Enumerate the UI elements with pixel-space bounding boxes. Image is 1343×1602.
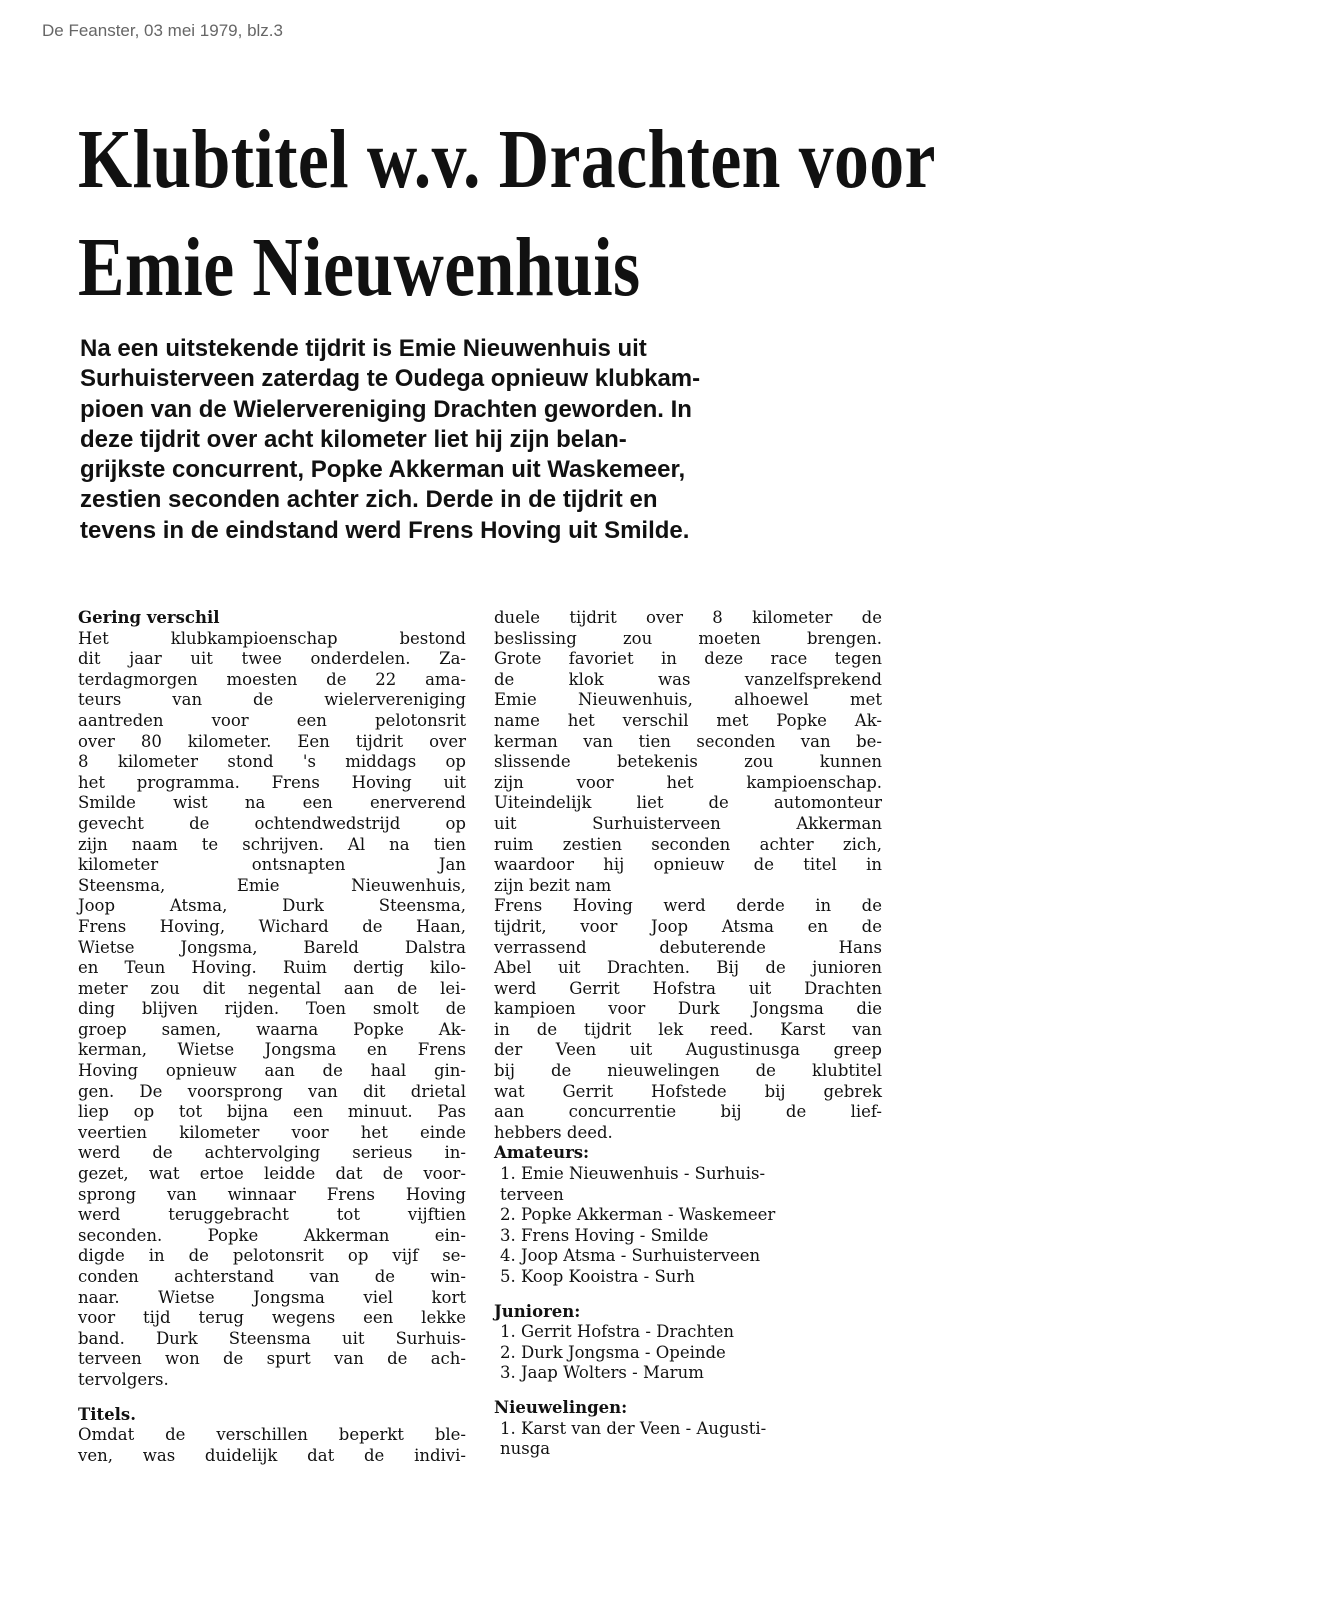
- body-line: Het klubkampioenschap bestond: [78, 628, 466, 648]
- result-item: 4. Joop Atsma - Surhuisterveen: [500, 1246, 761, 1266]
- results-junioren: [494, 1322, 882, 1384]
- body-line: verrassend debuterende Hans: [494, 937, 882, 957]
- body-line: ruim zestien seconden achter zich,: [494, 834, 882, 854]
- headline-line: Emie Nieuwenhuis: [78, 221, 641, 314]
- result-item: nusga: [500, 1439, 551, 1459]
- article-column-1: [78, 608, 466, 1466]
- body-line: tervolgers.: [78, 1369, 169, 1389]
- body-line: Emie Nieuwenhuis, alhoewel met: [494, 690, 882, 710]
- results-nieuwelingen-heading: Nieuwelingen:: [494, 1397, 628, 1417]
- body-line: kilometer ontsnapten Jan: [78, 855, 466, 875]
- body-line: ven, was duidelijk dat de indivi-: [78, 1445, 466, 1465]
- results-amateurs-heading: Amateurs:: [494, 1143, 590, 1163]
- body-line: Steensma, Emie Nieuwenhuis,: [78, 875, 466, 895]
- subhead-gering-verschil: Gering verschil: [78, 608, 220, 627]
- body-line: duele tijdrit over 8 kilometer de: [494, 608, 882, 627]
- body-line: in de tijdrit lek reed. Karst van: [494, 1019, 882, 1039]
- body-line: kerman van tien seconden van be-: [494, 731, 882, 751]
- body-line: beslissing zou moeten brengen.: [494, 628, 882, 648]
- body-line: sprong van winnaar Frens Hoving: [78, 1184, 466, 1204]
- lead-line: Na een uitstekende tijdrit is Emie Nieuwenhuis uit: [80, 335, 647, 362]
- source-caption: De Feanster, 03 mei 1979, blz.3: [42, 21, 283, 40]
- body-line: terdagmorgen moesten de 22 ama-: [78, 669, 466, 689]
- body-line: liep op tot bijna een minuut. Pas: [78, 1102, 466, 1122]
- body-line: Smilde wist na een enerverend: [78, 793, 466, 813]
- body-line: gezet, wat ertoe leidde dat de voor-: [78, 1164, 466, 1184]
- body-line: Wietse Jongsma, Bareld Dalstra: [78, 937, 466, 957]
- headline: [78, 106, 1074, 322]
- body-line: Abel uit Drachten. Bij de junioren: [494, 958, 882, 978]
- body-line: werd de achtervolging serieus in-: [78, 1143, 466, 1163]
- lead-line: grijkste concurrent, Popke Akkerman uit Waskemeer,: [80, 456, 686, 484]
- body-line: seconden. Popke Akkerman ein-: [78, 1225, 466, 1245]
- body-line: 8 kilometer stond 's middags op: [78, 752, 466, 772]
- body-line: Joop Atsma, Durk Steensma,: [78, 896, 466, 916]
- body-line: kampioen voor Durk Jongsma die: [494, 999, 882, 1019]
- lead-line: Surhuisterveen zaterdag te Oudega opnieuw klubkam-: [80, 365, 701, 393]
- body-line: zijn naam te schrijven. Al na tien: [78, 834, 466, 854]
- body-line: ding blijven rijden. Toen smolt de: [78, 999, 466, 1019]
- results-amateurs: [494, 1164, 882, 1288]
- headline-line: Klubtitel w.v. Drachten voor: [78, 113, 936, 206]
- body-line: band. Durk Steensma uit Surhuis-: [78, 1328, 466, 1348]
- body-line: Omdat de verschillen beperkt ble-: [78, 1425, 466, 1445]
- result-item: 2. Durk Jongsma - Opeinde: [500, 1342, 726, 1362]
- result-item: 1. Karst van der Veen - Augusti-: [500, 1418, 767, 1438]
- body-line: slissende betekenis zou kunnen: [494, 752, 882, 772]
- result-item: 1. Emie Nieuwenhuis - Surhuis-: [500, 1164, 766, 1184]
- column-1-body-2: [78, 1425, 466, 1466]
- column-2-body: [494, 608, 882, 1143]
- body-line: kerman, Wietse Jongsma en Frens: [78, 1040, 466, 1060]
- lead-line: deze tijdrit over acht kilometer liet hij zijn belan-: [80, 425, 627, 453]
- result-item: 5. Koop Kooistra - Surh: [500, 1267, 695, 1286]
- body-line: tijdrit, voor Joop Atsma en de: [494, 916, 882, 936]
- body-line: zijn bezit nam: [494, 875, 612, 895]
- result-item: 1. Gerrit Hofstra - Drachten: [500, 1322, 735, 1342]
- subhead-titels: Titels.: [78, 1404, 136, 1424]
- body-line: aan concurrentie bij de lief-: [494, 1102, 882, 1122]
- body-line: en Teun Hoving. Ruim dertig kilo-: [78, 958, 466, 978]
- body-line: teurs van de wielervereniging: [78, 690, 466, 710]
- body-line: aantreden voor een pelotonsrit: [78, 710, 466, 730]
- lead-line: tevens in de eindstand werd Frens Hoving uit Smilde.: [80, 516, 690, 544]
- body-line: Frens Hoving werd derde in de: [494, 896, 882, 916]
- body-line: zijn voor het kampioenschap.: [494, 772, 882, 792]
- results-nieuwelingen: [494, 1419, 882, 1460]
- body-line: terveen won de spurt van de ach-: [78, 1349, 466, 1369]
- body-line: de klok was vanzelfsprekend: [494, 669, 882, 689]
- body-line: waardoor hij opnieuw de titel in: [494, 855, 882, 875]
- body-line: der Veen uit Augustinusga greep: [494, 1040, 882, 1060]
- body-line: Hoving opnieuw aan de haal gin-: [78, 1061, 466, 1081]
- body-line: gevecht de ochtendwedstrijd op: [78, 813, 466, 833]
- body-line: voor tijd terug wegens een lekke: [78, 1308, 466, 1328]
- body-line: Grote favoriet in deze race tegen: [494, 649, 882, 669]
- lead-paragraph: [80, 334, 872, 546]
- column-1-body: [78, 629, 466, 1391]
- body-line: hebbers deed.: [494, 1122, 613, 1142]
- body-line: naar. Wietse Jongsma viel kort: [78, 1287, 466, 1307]
- lead-line: pioen van de Wielervereniging Drachten geworden. In: [80, 395, 692, 423]
- result-item: 3. Frens Hoving - Smilde: [500, 1225, 709, 1245]
- body-line: digde in de pelotonsrit op vijf se-: [78, 1246, 466, 1266]
- article-column-2: [494, 608, 882, 1460]
- body-line: uit Surhuisterveen Akkerman: [494, 813, 882, 833]
- body-line: meter zou dit negental aan de lei-: [78, 978, 466, 998]
- body-line: veertien kilometer voor het einde: [78, 1122, 466, 1142]
- body-line: name het verschil met Popke Ak-: [494, 710, 882, 730]
- body-line: werd Gerrit Hofstra uit Drachten: [494, 978, 882, 998]
- results-junioren-heading: Junioren:: [494, 1301, 581, 1321]
- result-item: 3. Jaap Wolters - Marum: [500, 1363, 704, 1383]
- result-item: terveen: [500, 1184, 564, 1204]
- body-line: gen. De voorsprong van dit drietal: [78, 1081, 466, 1101]
- body-line: werd teruggebracht tot vijftien: [78, 1205, 466, 1225]
- body-line: groep samen, waarna Popke Ak-: [78, 1019, 466, 1039]
- lead-line: zestien seconden achter zich. Derde in de tijdrit en: [80, 486, 658, 514]
- body-line: Uiteindelijk liet de automonteur: [494, 793, 882, 813]
- body-line: wat Gerrit Hofstede bij gebrek: [494, 1081, 882, 1101]
- body-line: dit jaar uit twee onderdelen. Za-: [78, 649, 466, 669]
- body-line: bij de nieuwelingen de klubtitel: [494, 1061, 882, 1081]
- body-line: conden achterstand van de win-: [78, 1267, 466, 1286]
- body-line: over 80 kilometer. Een tijdrit over: [78, 731, 466, 751]
- body-line: Frens Hoving, Wichard de Haan,: [78, 916, 466, 936]
- body-line: het programma. Frens Hoving uit: [78, 772, 466, 792]
- result-item: 2. Popke Akkerman - Waskemeer: [500, 1205, 776, 1225]
